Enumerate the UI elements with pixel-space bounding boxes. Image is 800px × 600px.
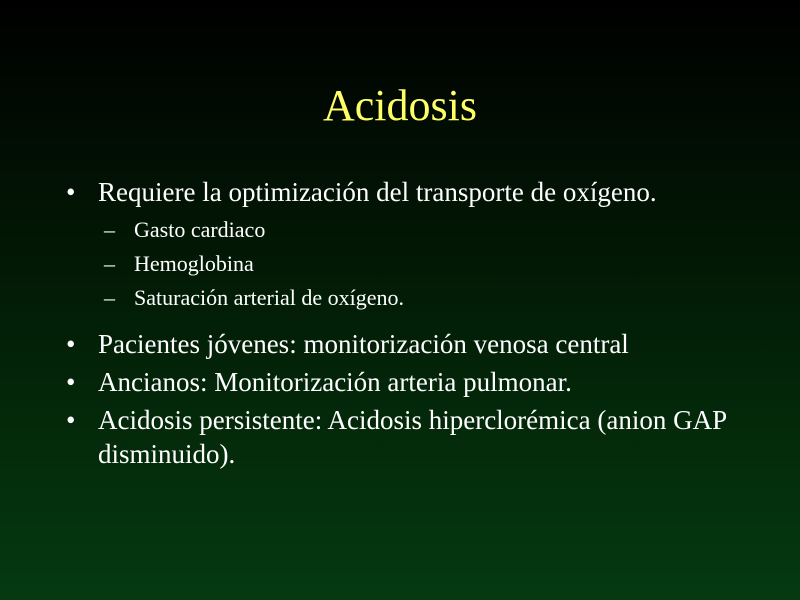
sub-bullet-item <box>60 281 750 315</box>
bullet-text: Requiere la optimización del transporte de oxígeno. <box>98 177 657 207</box>
bullet-mark: • <box>66 177 76 207</box>
bullet-text: Pacientes jóvenes: monitorización venosa central <box>98 329 629 359</box>
sub-bullet-text: Saturación arterial de oxígeno. <box>134 285 405 310</box>
bullet-item <box>60 365 750 399</box>
bullet-mark: • <box>66 405 76 435</box>
sub-bullet-item <box>60 213 750 247</box>
sub-bullet-text: Hemoglobina <box>134 251 254 276</box>
bullet-item <box>60 327 750 361</box>
sub-bullet-item <box>60 247 750 281</box>
sub-bullet-list <box>60 213 750 315</box>
bullet-mark: • <box>66 329 76 359</box>
sub-bullet-text: Gasto cardiaco <box>134 217 266 242</box>
bullet-mark: • <box>66 367 76 397</box>
sub-bullet-mark: – <box>104 251 115 276</box>
sub-bullet-mark: – <box>104 285 115 310</box>
slide-title: Acidosis <box>323 81 477 130</box>
bullet-text: Ancianos: Monitorización arteria pulmonar. <box>98 367 572 397</box>
bullet-item <box>60 175 750 209</box>
slide-body <box>60 175 750 475</box>
sub-bullet-mark: – <box>104 217 115 242</box>
bullet-item <box>60 403 750 471</box>
bullet-text: Acidosis persistente: Acidosis hiperclorémica (anion GAP disminuido). <box>98 405 727 469</box>
